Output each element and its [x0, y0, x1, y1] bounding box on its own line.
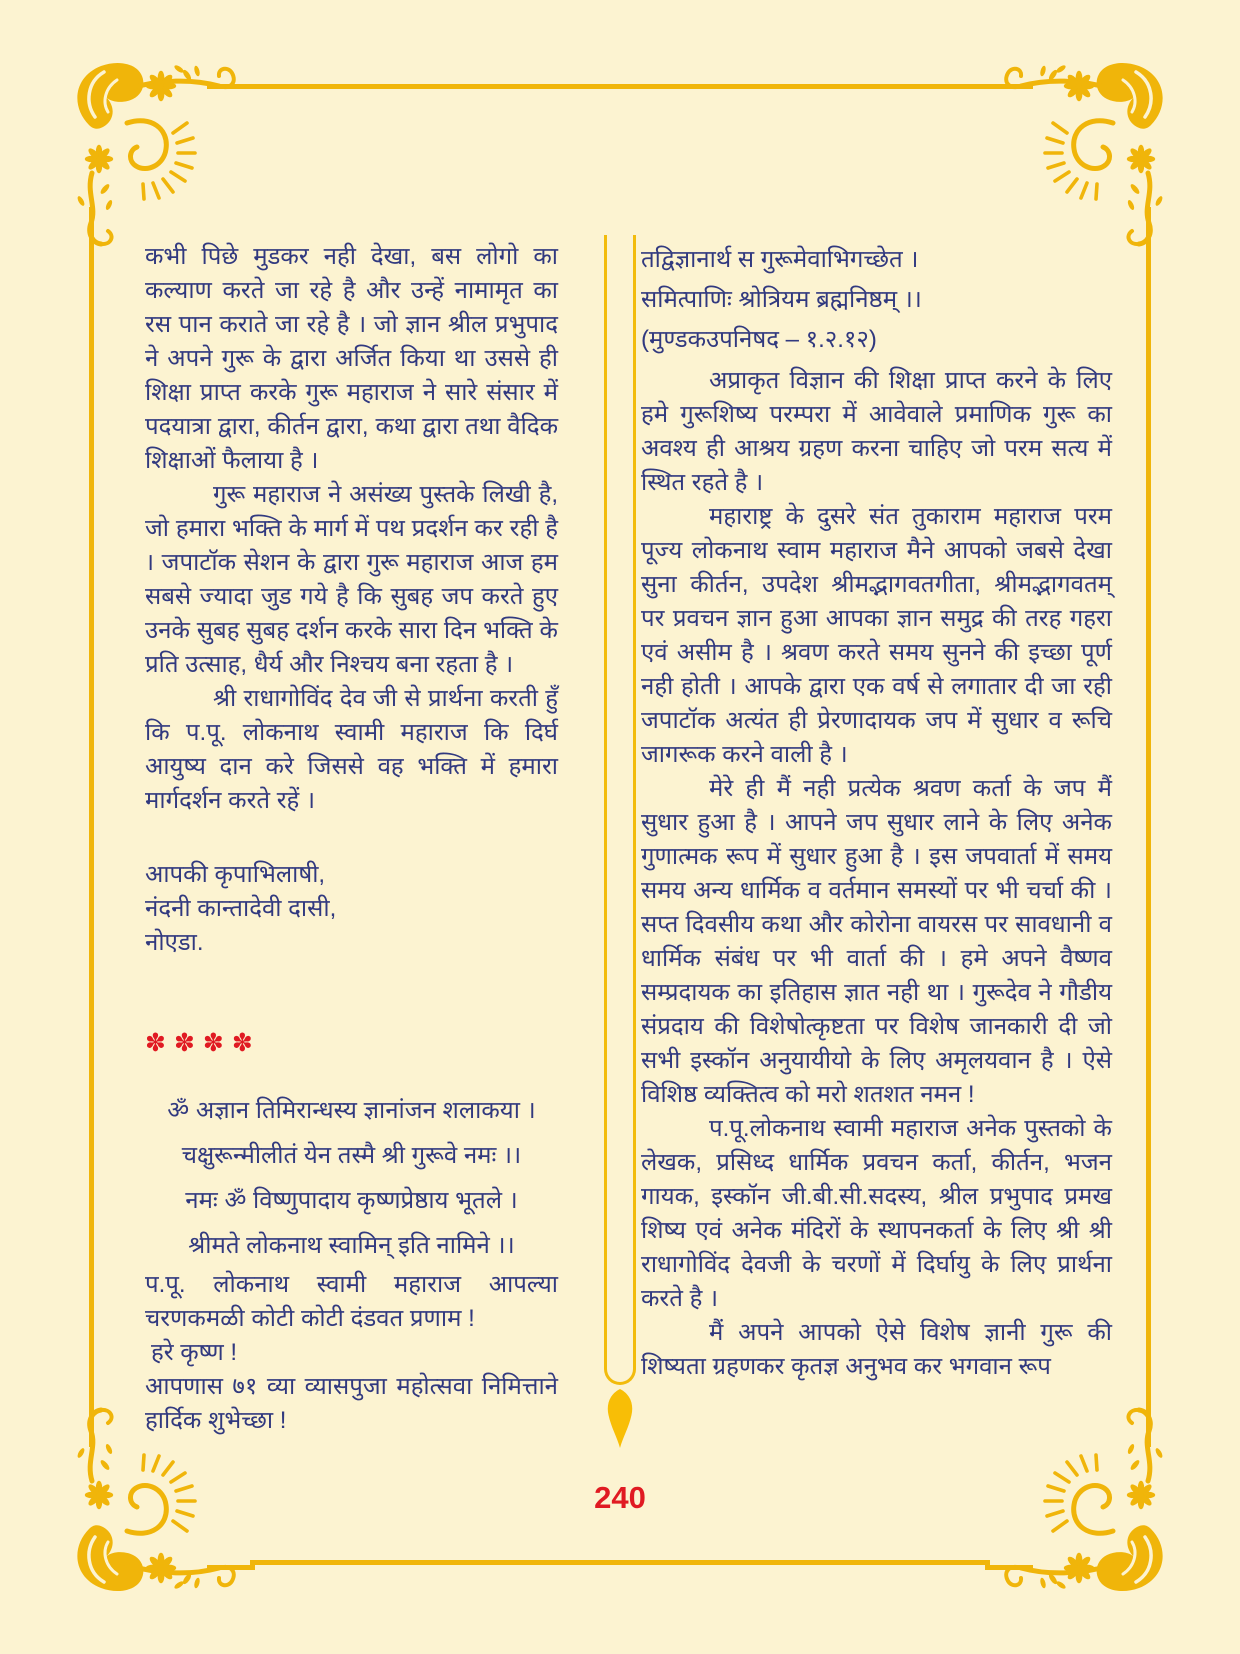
page-number: 240 [594, 1480, 646, 1515]
corner-ornament-top-right-icon [985, 55, 1185, 255]
star-separator: ✽✽✽✽ [145, 1029, 261, 1057]
maharaj-achievements-paragraph: प.पू.लोकनाथ स्वामी महाराज अनेक पुस्तको के लेखक, प्रसिध्द धार्मिक प्रवचन कर्ता, कीर्तन, भजन गायक, इस्कॉन जी.बी.सी.सदस्य, श्रील प्रभुपाद प्रमख शिष्य एवं अनेक मंदिरों के स्थापनकर्ता के लिए श्री श्री राधागोविंद देवजी के चरणों में दिर्घायु के लिए प्रार्थना करते है । [641, 1115, 1112, 1312]
column-divider [604, 235, 636, 1385]
japa-improvement-paragraph: मेरे ही मैं नही प्रत्येक श्रवण कर्ता के जप मैं सुधार हुआ है । आपने जप सुधार लाने के लिए अनेक गुणात्मक रूप में सुधार हुआ है । इस जपवार्ता में समय समय अन्य धार्मिक व वर्तमान समस्यों पर भी चर्चा की । सप्त दिवसीय कथा और कोरोना वायरस पर सावधानी व धार्मिक संबंध पर भी वार्ता की । हमे अपने वैष्णव सम्प्रदायक का इतिहास ज्ञात नही था । गुरूदेव ने गौडीय संप्रदाय की विशेषोत्कृष्टता पर विशेष जानकारी दी जो सभी इस्कॉन अनुयायीयो के लिए अमृलयवान है । ऐसे विशिष्ठ व्यक्तित्व को मरो शतशत नमन ! [641, 775, 1112, 1108]
invocation-verse-line-3: नमः ॐ विष्णुपादाय कृष्णप्रेष्ठाय भूतले । [185, 1187, 518, 1214]
gratitude-paragraph: मैं अपने आपको ऐसे विशेष ज्ञानी गुरू की शिष्यता ग्रहणकर कृतज्ञ अनुभव कर भगवान रूप [641, 1319, 1112, 1380]
border-line-top [250, 84, 990, 89]
border-line-bottom [250, 1560, 990, 1565]
vyasa-puja-greeting-paragraph: आपणास ७१ व्या व्यासपुजा महोत्सवा निमित्ताने हार्दिक शुभेच्छा ! [145, 1373, 558, 1434]
books-japa-talk-paragraph: गुरू महाराज ने असंख्य पुस्तके लिखी है, जो हमारा भक्ति के मार्ग में पथ प्रदर्शन कर रही है । जपाटॉक सेशन के द्वारा गुरू महाराज आज हम सबसे ज्यादा जुड गये है कि सुबह जप करते हुए उनके सुबह सुबह दर्शन करके सारा दिन भक्ति के प्रति उत्साह, धैर्य और निश्चय बना रहता है । [145, 481, 558, 678]
hare-krishna-line: हरे कृष्ण ! [151, 1339, 238, 1366]
marathi-salutation-paragraph: प.पू. लोकनाथ स्वामी महाराज आपल्या चरणकमळी कोटी कोटी दंडवत प्रणाम ! [145, 1271, 558, 1332]
prayer-paragraph: श्री राधागोविंद देव जी से प्रार्थना करती हुँ कि प.पू. लोकनाथ स्वामी महाराज कि दिर्घ आयुष्य दान करे जिससे वह भक्ति में हमारा मार्गदर्शन करते रहें । [145, 685, 558, 814]
divider-drop-icon [605, 1388, 635, 1450]
border-line-right [1146, 250, 1151, 1402]
invocation-verse-line-1: ॐ अज्ञान तिमिरान्धस्य ज्ञानांजन शलाकया । [167, 1097, 536, 1124]
right-column [641, 240, 1112, 1384]
corner-ornament-top-left-icon [55, 55, 255, 255]
signoff-wellwisher-line: आपकी कृपाभिलाषी, [145, 861, 326, 888]
mundaka-verse-line-2: समित्पाणिः श्रोत्रियम ब्रह्मनिष्ठम् ।। [641, 286, 922, 313]
mundaka-verse-source: (मुण्डकउपनिषद – १.२.१२) [641, 326, 877, 353]
invocation-verse-block [145, 1088, 558, 1268]
signoff-place-line: नोएडा. [145, 929, 204, 956]
invocation-verse-line-4: श्रीमते लोकनाथ स्वामिन् इति नामिने ।। [188, 1232, 515, 1259]
left-column [145, 240, 558, 1438]
signoff-block [145, 858, 558, 960]
border-line-left [89, 250, 94, 1402]
continuation-paragraph: कभी पिछे मुडकर नही देखा, बस लोगो का कल्याण करते जा रहे है और उन्हें नामामृत का रस पान कराते जा रहे है । जो ज्ञान श्रील प्रभुपाद ने अपने गुरू के द्वारा अर्जित किया था उससे ही शिक्षा प्राप्त करके गुरू महाराज ने सारे संसार में पदयात्रा द्वारा, कीर्तन द्वारा, कथा द्वारा तथा वैदिक शिक्षाओं फैलाया है । [145, 243, 558, 474]
invocation-verse-line-2: चक्षुरून्मीलीतं येन तस्मै श्री गुरूवे नमः ।। [181, 1142, 522, 1169]
signoff-name-line: नंदनी कान्तादेवी दासी, [145, 895, 337, 922]
mundaka-verse-block [641, 240, 1112, 360]
mundaka-verse-line-1: तद्विज्ञानार्थ स गुरूमेवाभिगच्छेत । [641, 246, 919, 273]
guru-shishya-paragraph: अप्राकृत विज्ञान की शिक्षा प्राप्त करने के लिए हमे गुरूशिष्य परम्परा में आवेवाले प्रमाणिक गुरू का अवश्य ही आश्रय ग्रहण करना चाहिए जो परम सत्य में स्थित रहते है । [641, 367, 1112, 496]
tukaram-japa-talk-paragraph: महाराष्ट्र के दुसरे संत तुकाराम महाराज परम पूज्य लोकनाथ स्वाम महाराज मैने आपको जबसे देखा सुना कीर्तन, उपदेश श्रीमद्भागवतगीता, श्रीमद्भागवतम् पर प्रवचन ज्ञान हुआ आपका ज्ञान समुद्र की तरह गहरा एवं असीम है । श्रवण करते समय सुनने की इच्छा पूर्ण नही होती । आपके द्वारा एक वर्ष से लगातार दी जा रही जपाटॉक अत्यंत ही प्रेरणादायक जप में सुधार व रूचि जागरूक करने वाली है । [641, 503, 1112, 768]
